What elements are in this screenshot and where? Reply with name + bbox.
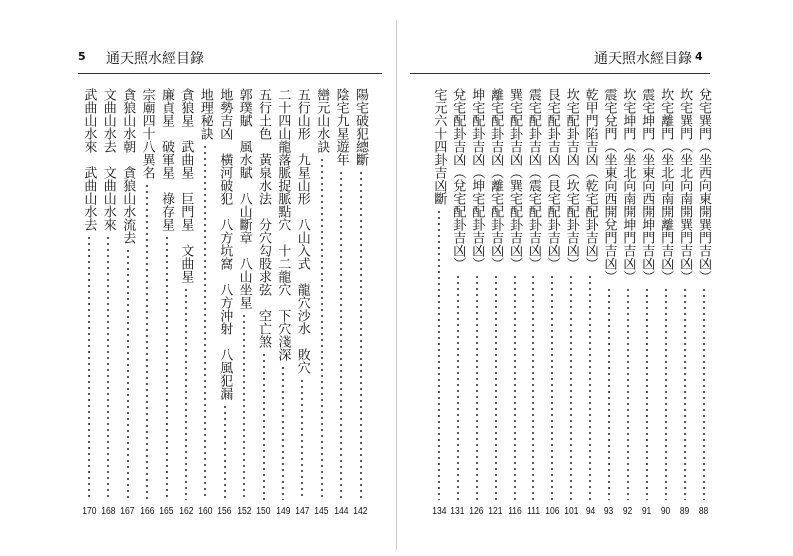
toc-entry-page: 170	[81, 506, 96, 517]
toc-entry	[158, 88, 175, 518]
toc-entry-title: 武曲山水來 武曲山水去	[81, 88, 97, 231]
toc-entry	[177, 88, 194, 518]
dot-leader	[301, 378, 303, 500]
toc-entry-title: 五行山形 九星山形 八山入式 龍穴沙水 敗穴	[294, 88, 310, 374]
toc-entry-page: 156	[217, 506, 232, 517]
toc-entry-page: 89	[679, 506, 690, 517]
toc-entry	[100, 88, 117, 518]
toc-entry	[695, 88, 712, 518]
toc-entry	[449, 88, 466, 518]
toc-entry	[119, 88, 136, 518]
right-page-number: 4	[695, 50, 703, 63]
dot-leader	[608, 287, 610, 500]
toc-entry-page: 91	[642, 506, 652, 517]
toc-entry	[525, 88, 542, 518]
toc-entry-title: 宗廟四十八異名	[139, 88, 155, 179]
toc-entry-title: 震宅兌門（坐東向西開兌門吉凶）	[601, 88, 617, 283]
toc-entry-page: 126	[469, 506, 484, 517]
toc-entry-title: 陰宅九星遊年	[333, 88, 349, 166]
left-header-rule	[78, 73, 382, 74]
toc-entry-page: 121	[488, 506, 503, 517]
dot-leader	[495, 274, 497, 500]
dot-leader	[321, 157, 323, 500]
dot-leader	[166, 235, 168, 500]
toc-entry-page: 92	[623, 506, 633, 517]
right-running-head: 通天照水經目錄	[594, 51, 692, 67]
toc-entry-page: 162	[178, 506, 193, 517]
toc-entry-page: 134	[431, 506, 446, 517]
dot-leader	[204, 144, 206, 500]
right-header-rule	[410, 73, 710, 74]
dot-leader	[551, 274, 553, 500]
dot-leader	[127, 248, 129, 500]
toc-entry-page: 165	[159, 506, 174, 517]
toc-entry-title: 巽宅配卦吉凶（巽宅配卦吉凶）	[507, 88, 522, 270]
dot-leader	[589, 274, 591, 500]
toc-entry-page: 111	[526, 506, 540, 517]
toc-entry	[544, 88, 561, 518]
toc-entry	[80, 88, 97, 518]
dot-leader	[703, 287, 705, 500]
toc-entry-title: 貪狼山水朝 貪狼山水流去	[120, 88, 136, 244]
toc-entry-title: 乾甲門陷吉凶（乾宅配卦吉凶）	[582, 88, 598, 270]
toc-entry-title: 郭璞賦 風水賦 八山斷章 八山坐星	[236, 88, 252, 309]
left-running-head: 通天照水經目錄	[106, 51, 204, 67]
toc-entry	[601, 88, 618, 518]
toc-entry	[294, 88, 311, 518]
dot-leader	[88, 235, 90, 500]
toc-entry	[216, 88, 233, 518]
toc-entry-page: 90	[660, 506, 671, 517]
toc-entry	[487, 88, 504, 518]
dot-leader	[570, 274, 572, 500]
toc-entry	[468, 88, 485, 518]
dot-leader	[438, 209, 440, 500]
dot-leader	[476, 274, 478, 500]
toc-entry	[676, 88, 693, 518]
toc-entry	[313, 88, 330, 518]
toc-entry-page: 88	[698, 506, 709, 517]
toc-entry-title: 艮宅配卦吉凶（艮宅配卦吉凶）	[544, 88, 560, 270]
toc-entry-page: 149	[275, 506, 290, 517]
toc-entry-page: 147	[295, 506, 310, 517]
dot-leader	[243, 313, 245, 500]
toc-entry-title: 坎宅配卦吉凶（坎宅配卦吉凶）	[563, 88, 579, 270]
toc-entry-title: 宅元六十四卦吉凶斷	[431, 88, 447, 205]
toc-entry-title: 兌宅巽門（坐西向東開巽門吉凶）	[696, 88, 711, 283]
toc-entry	[274, 88, 291, 518]
left-page-number: 5	[78, 50, 86, 63]
dot-leader	[107, 235, 109, 500]
toc-entry	[506, 88, 523, 518]
toc-entry-page: 116	[507, 506, 522, 517]
toc-entry-title: 巒元山水訣	[314, 88, 330, 153]
toc-entry-page: 167	[120, 506, 135, 517]
toc-entry	[139, 88, 156, 518]
toc-entry-page: 93	[604, 506, 614, 517]
dot-leader	[646, 287, 648, 500]
toc-entry-title: 文曲山水去 文曲山水來	[100, 88, 116, 231]
toc-entry-title: 離宅配卦吉凶（離宅配卦吉凶）	[488, 88, 504, 270]
toc-entry-title: 貪狼星 武曲星 巨門星 文曲星	[178, 88, 194, 283]
toc-entry-page: 142	[353, 506, 368, 517]
dot-leader	[665, 287, 667, 500]
toc-entry-title: 陽宅破犯總斷	[353, 88, 368, 166]
dot-leader	[282, 365, 284, 500]
toc-entry-title: 坤宅配卦吉凶（坤宅配卦吉凶）	[469, 88, 485, 270]
dot-leader	[457, 274, 459, 500]
dot-leader	[514, 274, 516, 500]
toc-entry-page: 94	[585, 506, 595, 517]
dot-leader	[360, 170, 362, 500]
toc-entry	[563, 88, 580, 518]
toc-entry	[236, 88, 253, 518]
toc-entry-page: 144	[334, 506, 349, 517]
toc-entry-title: 二十四山龍落脈捉脈點穴 十二龍穴 下穴淺深	[275, 88, 291, 361]
toc-entry-title: 坎宅離門（坐北向南開離門吉凶）	[658, 88, 674, 283]
toc-entry-page: 150	[256, 506, 271, 517]
dot-leader	[627, 287, 629, 500]
toc-entry	[352, 88, 369, 518]
dot-leader	[532, 274, 534, 500]
toc-entry-page: 106	[545, 506, 560, 517]
toc-entry	[430, 88, 447, 518]
toc-entry-page: 131	[450, 506, 465, 517]
toc-entry-title: 廉貞星 破軍星 祿存星	[159, 88, 174, 231]
dot-leader	[146, 183, 148, 500]
toc-entry-title: 地理秘訣	[197, 88, 213, 140]
dot-leader	[340, 170, 342, 500]
toc-entry	[582, 88, 599, 518]
toc-entry	[197, 88, 214, 518]
toc-entry-page: 145	[314, 506, 329, 517]
toc-entry	[333, 88, 350, 518]
toc-entry-page: 152	[237, 506, 252, 517]
toc-entry	[255, 88, 272, 518]
toc-entry	[657, 88, 674, 518]
toc-entry-title: 震宅配卦吉凶（震宅配卦吉凶）	[525, 88, 541, 270]
toc-entry-title: 坎宅巽門（坐北向南開巽門吉凶）	[677, 88, 693, 283]
dot-leader	[224, 404, 226, 500]
toc-entry-title: 震宅坤門（坐東向西開坤門吉凶）	[639, 88, 655, 283]
toc-entry	[619, 88, 636, 518]
dot-leader	[185, 287, 187, 500]
toc-entry-title: 五行土色 黃泉水法 分穴勾股求弦 空亡煞	[256, 88, 271, 348]
toc-entry-title: 兌宅配卦吉凶（兌宅配卦吉凶）	[450, 88, 466, 270]
toc-entry-page: 160	[198, 506, 213, 517]
dot-leader	[684, 287, 686, 500]
toc-entry-page: 166	[140, 506, 155, 517]
toc-entry-page: 168	[101, 506, 116, 517]
dot-leader	[263, 352, 265, 500]
toc-entry-title: 坎宅坤門（坐北向南開坤門吉凶）	[620, 88, 636, 283]
toc-entry	[638, 88, 655, 518]
toc-entry-title: 地勢吉凶 橫河破犯 八方坑窩 八方沖射 八風犯漏	[217, 88, 233, 400]
toc-entry-page: 101	[564, 506, 579, 517]
page-gutter	[396, 20, 397, 550]
